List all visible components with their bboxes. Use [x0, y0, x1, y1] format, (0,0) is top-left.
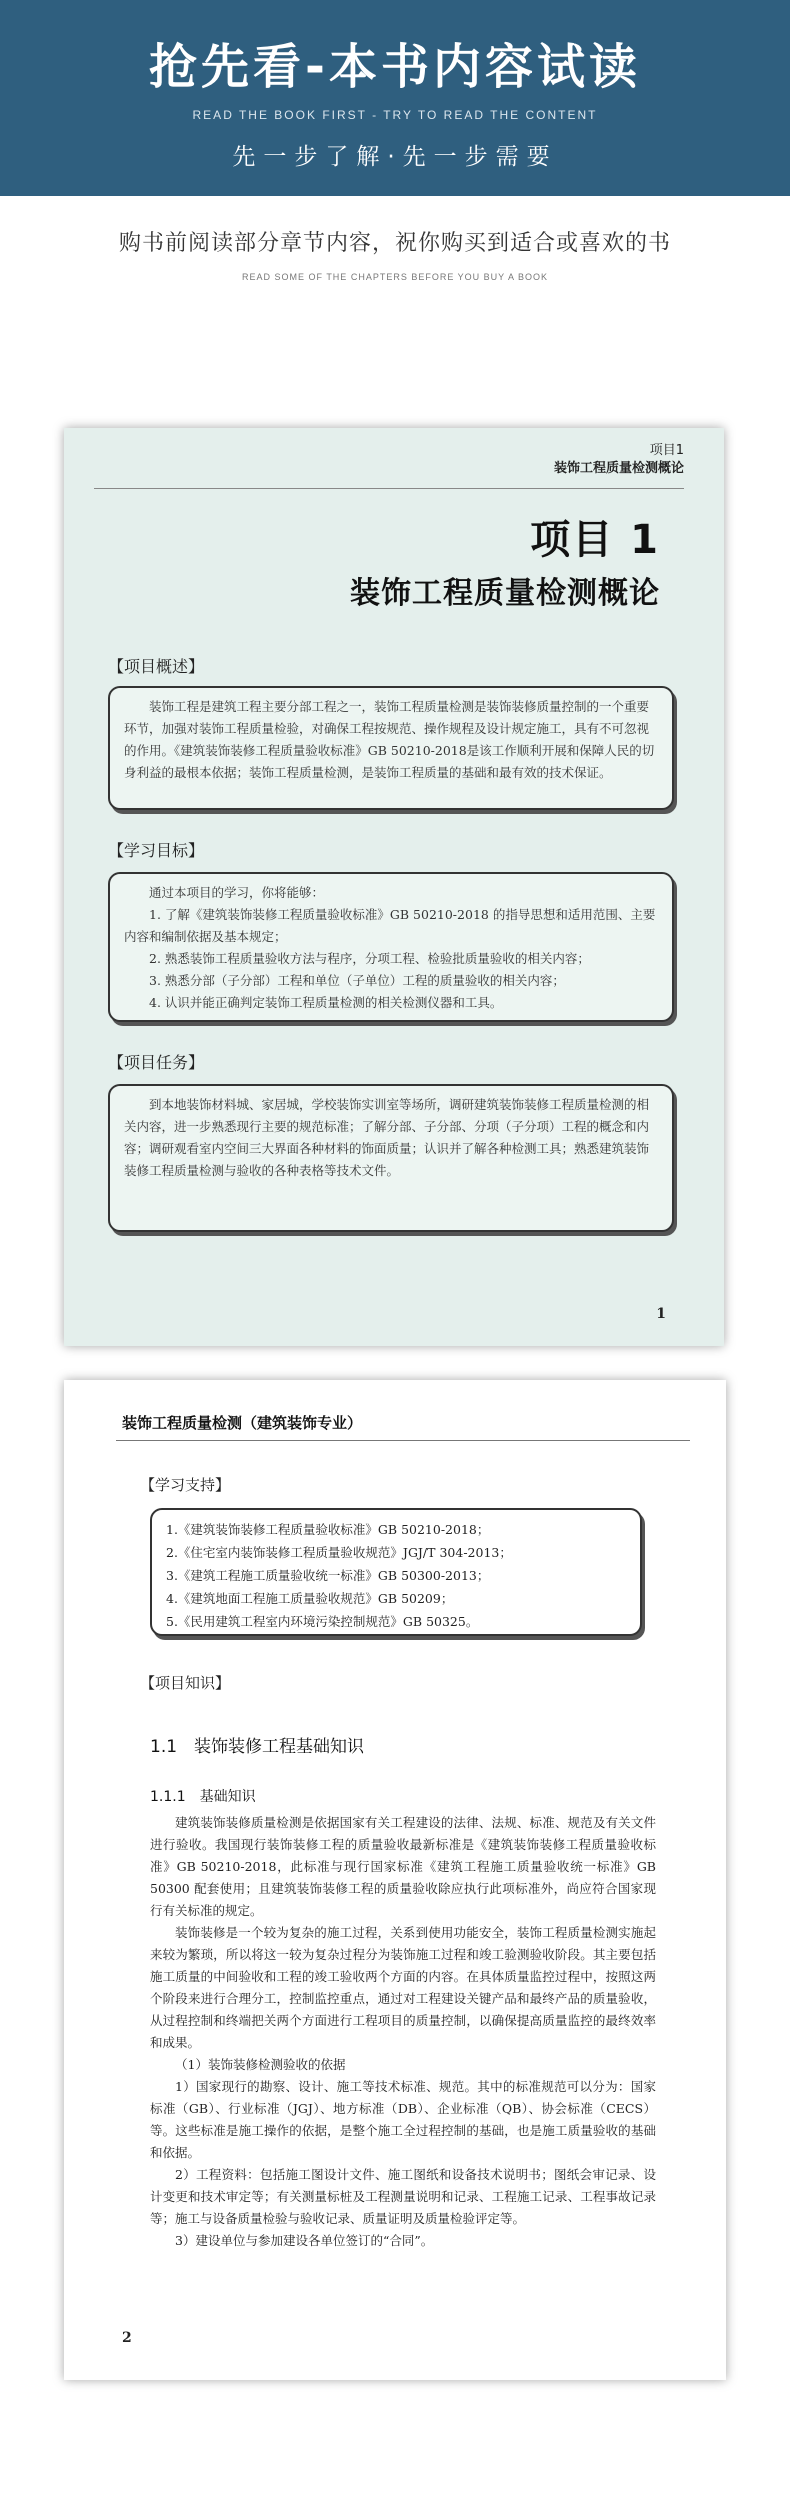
support-item: 5.《民用建筑工程室内环境污染控制规范》GB 50325。	[166, 1614, 479, 1629]
divider	[116, 1440, 690, 1441]
paragraph: 装饰装修是一个较为复杂的施工过程，关系到使用功能安全，装饰工程质量检测实施起来较为繁琐，所以将这一较为复杂过程分为装饰施工过程和竣工验测验收阶段。其主要包括施工质量的中间验收和工程的竣工验收两个方面的内容。在具体质量监控过程中，按照这两个阶段来进行合理分工，控制监控重点，通过对工程建设关键产品和最终产品的质量验收，从过程控制和终端把关两个方面进行工程项目的质量控制，以确保提高质量监控的最终效率和成果。	[150, 1925, 656, 2050]
support-item: 4.《建筑地面工程施工质量验收规范》GB 50209；	[166, 1591, 454, 1606]
intro-text-en: READ SOME OF THE CHAPTERS BEFORE YOU BUY A BOOK	[241, 272, 549, 282]
goal-item: 3. 熟悉分部（子分部）工程和单位（子单位）工程的质量验收的相关内容；	[149, 973, 565, 988]
paragraph: 2）工程资料：包括施工图设计文件、施工图纸和设备技术说明书；图纸会审记录、设计变更和技术审定等；有关测量标桩及工程测量说明和记录、工程施工记录、工程事故记录等；施工与设备质量检验与验收记录、质量证明及质量检验评定等。	[150, 2167, 656, 2226]
running-head-title: 装饰工程质量检测概论	[553, 461, 684, 476]
body-text	[150, 1812, 656, 2252]
section-label-overview: 【项目概述】	[108, 657, 205, 676]
page-number: 1	[656, 1306, 666, 1322]
overview-box	[108, 686, 674, 810]
task-text: 到本地装饰材料城、家居城，学校装饰实训室等场所，调研建筑装饰装修工程质量检测的相关内容，进一步熟悉现行主要的规范标准；了解分部、子分部、分项（子分项）工程的概念和内容；调研观看室内空间三大界面各种材料的饰面质量；认识并了解各种检测工具；熟悉建筑装饰装修工程质量检测与验收的各种表格等技术文件。	[124, 1097, 650, 1178]
task-box	[108, 1084, 674, 1232]
running-head	[554, 442, 684, 478]
book-page-1	[64, 428, 724, 1346]
running-head-project: 项目1	[649, 443, 684, 458]
goal-item: 1. 了解《建筑装饰装修工程质量验收标准》GB 50210-2018 的指导思想和适用范围、主要内容和编制依据及基本规定；	[124, 907, 656, 944]
goal-item: 4. 认识并能正确判定装饰工程质量检测的相关检测仪器和工具。	[149, 995, 503, 1010]
goals-box	[108, 872, 674, 1022]
paragraph: 3）建设单位与参加建设各单位签订的“合同”。	[175, 2233, 434, 2248]
section-label-goals: 【学习目标】	[108, 841, 205, 860]
banner-subtitle: READ THE BOOK FIRST - TRY TO READ THE CONTENT	[192, 108, 598, 122]
support-box	[150, 1508, 642, 1636]
header-banner	[0, 0, 790, 196]
running-head: 装饰工程质量检测（建筑装饰专业）	[122, 1414, 363, 1432]
section-label-knowledge: 【项目知识】	[140, 1674, 231, 1692]
page-number: 2	[122, 2330, 132, 2346]
support-item: 2.《住宅室内装饰装修工程质量验收规范》JGJ/T 304-2013；	[166, 1545, 512, 1560]
paragraph: （1）装饰装修检测验收的依据	[175, 2057, 346, 2072]
chapter-title: 装饰工程质量检测概论	[350, 576, 660, 611]
divider	[94, 488, 684, 489]
project-number: 项目 1	[530, 517, 660, 563]
banner-slogan: 先一步了解·先一步需要	[232, 144, 558, 170]
banner-title: 抢先看-本书内容试读	[149, 39, 641, 95]
section-label-support: 【学习支持】	[140, 1476, 231, 1494]
section-heading: 1.1 装饰装修工程基础知识	[150, 1737, 365, 1757]
overview-text: 装饰工程是建筑工程主要分部工程之一，装饰工程质量检测是装饰装修质量控制的一个重要环节，加强对装饰工程质量检验，对确保工程按规范、操作规程及设计规定施工，具有不可忽视的作用。《建筑装饰装修工程质量验收标准》GB 50210-2018是该工作顺利开展和保障人民的切身利益的最根本依据；装饰工程质量检测，是装饰工程质量的基础和最有效的技术保证。	[124, 699, 655, 780]
goals-intro: 通过本项目的学习，你将能够：	[149, 885, 325, 900]
goal-item: 2. 熟悉装饰工程质量验收方法与程序，分项工程、检验批质量验收的相关内容；	[149, 951, 590, 966]
intro-text: 购书前阅读部分章节内容，祝你购买到适合或喜欢的书	[118, 231, 671, 256]
book-page-2	[64, 1380, 726, 2380]
support-item: 3.《建筑工程施工质量验收统一标准》GB 50300-2013；	[166, 1568, 490, 1583]
support-item: 1.《建筑装饰装修工程质量验收标准》GB 50210-2018；	[166, 1522, 490, 1537]
section-label-task: 【项目任务】	[108, 1053, 205, 1072]
paragraph: 1）国家现行的勘察、设计、施工等技术标准、规范。其中的标准规范可以分为：国家标准（GB）、行业标准（JGJ）、地方标准（DB）、企业标准（QB）、协会标准（CECS）等。这些标准是施工操作的依据，是整个施工全过程控制的基础，也是施工质量验收的基础和依据。	[150, 2079, 656, 2160]
subsection-heading: 1.1.1 基础知识	[150, 1789, 256, 1805]
paragraph: 建筑装饰装修质量检测是依据国家有关工程建设的法律、法规、标准、规范及有关文件进行验收。我国现行装饰装修工程的质量验收最新标准是《建筑装饰装修工程质量验收标准》GB 50210-2018，此标准与现行国家标准《建筑工程施工质量验收统一标准》GB 50300 配套使用；且建筑装饰装修工程的质量验收除应执行此项标准外，尚应符合国家现行有关标准的规定。	[150, 1815, 656, 1918]
